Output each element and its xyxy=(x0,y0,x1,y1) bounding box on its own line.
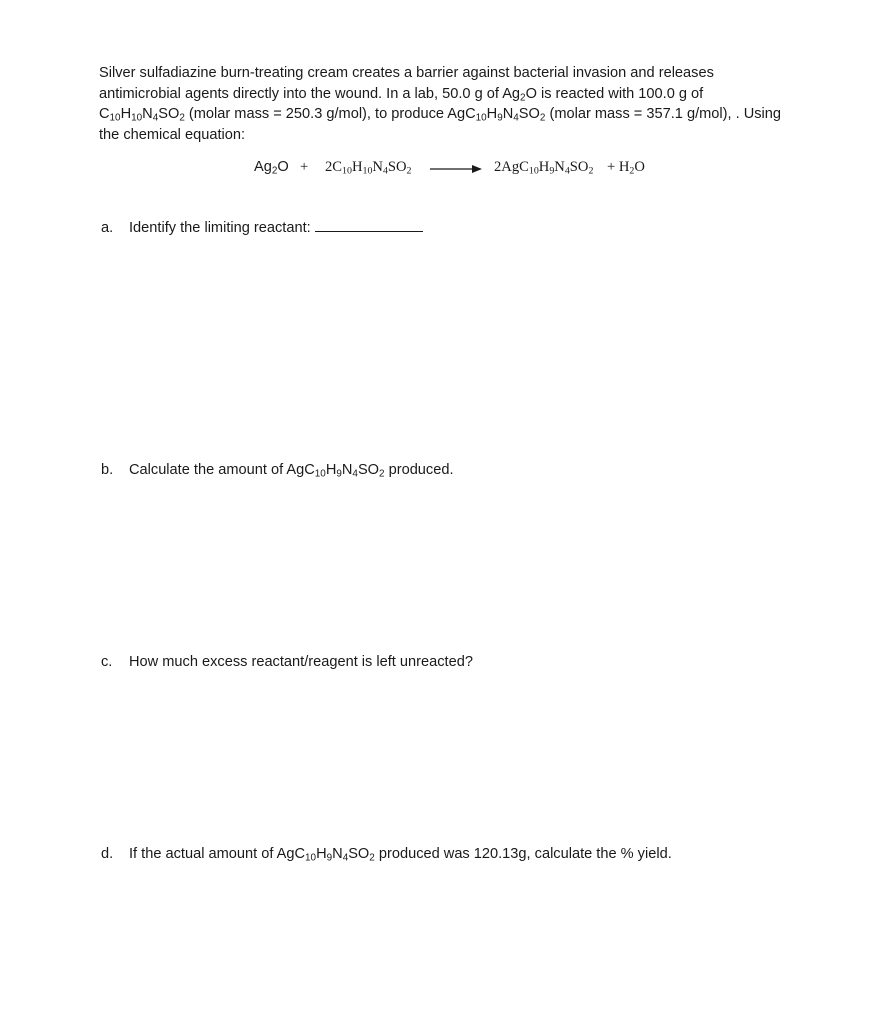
answer-blank-line[interactable] xyxy=(315,219,423,232)
question-b-letter: b. xyxy=(101,462,114,478)
question-c xyxy=(101,654,473,670)
question-c-text: How much excess reactant/reagent is left unreacted? xyxy=(129,654,473,670)
question-b-text-post: produced. xyxy=(384,462,454,478)
question-b-text-pre: Calculate the amount of xyxy=(129,462,287,478)
reactant-formula: $C_{10}H_{10}N_4SO_2$ xyxy=(99,106,185,124)
equation-reactant-sulfadiazine: $2C_{10}H_{10}N_4SO_2$ xyxy=(325,159,412,177)
question-d-text-end: , calculate the % yield. xyxy=(526,846,672,862)
equation-plus-1: + xyxy=(300,159,309,175)
product-formula: $AgC_{10}H_9N_4SO_2$ xyxy=(276,846,375,864)
question-b xyxy=(101,462,454,478)
equation-product-silver-sulfadiazine: $2AgC_{10}H_9N_4SO_2$ xyxy=(494,159,594,177)
intro-line-2b: O is reacted with 100.0 g of xyxy=(525,85,704,102)
chemical-equation xyxy=(0,159,869,181)
equation-product-water: + $H_2O$ xyxy=(607,159,645,177)
intro-line-1: Silver sulfadiazine burn-treating cream creates a barrier against bacterial invasion and releases xyxy=(99,65,714,81)
question-a-text: Identify the limiting reactant: xyxy=(129,220,311,236)
question-d-text-post: produced was 120.13g xyxy=(374,846,527,862)
intro-line-4: the chemical equation: xyxy=(99,126,246,143)
question-a-letter: a. xyxy=(101,220,114,236)
question-d xyxy=(101,846,672,862)
question-a xyxy=(101,219,423,236)
reaction-arrow-icon xyxy=(430,163,482,175)
problem-intro: Silver sulfadiazine burn-treating cream creates a barrier against bacterial invasion and releases antimicrobial agents directly into the wound. In a lab, 50.0 g of $Ag_2O$ is reacted with 100.0 g of $C_{10}H_{10}N_4SO_2$ (molar mass = 250.3 g/mol), to produce $AgC_{10}H_9N_4SO_2$ (molar mass = 357.1 g/mol), . Using the chemical equation: xyxy=(99,65,782,143)
intro-line-2a: antimicrobial agents directly into the wound. In a lab, 50.0 g of Ag xyxy=(99,85,521,102)
intro-line-3a: (molar mass = 250.3 g/mol), to produce xyxy=(188,106,448,122)
product-formula: $AgC_{10}H_9N_4SO_2$ xyxy=(286,462,385,480)
question-d-text-pre: If the actual amount of xyxy=(129,846,277,862)
question-c-letter: c. xyxy=(101,654,113,670)
product-formula: $AgC_{10}H_9N_4SO_2$ xyxy=(447,106,546,124)
equation-reactant-ag2o: $Ag_2O$ xyxy=(254,159,289,177)
question-d-letter: d. xyxy=(101,846,114,862)
intro-line-3b: (molar mass = 357.1 g/mol), . Using xyxy=(549,106,782,122)
